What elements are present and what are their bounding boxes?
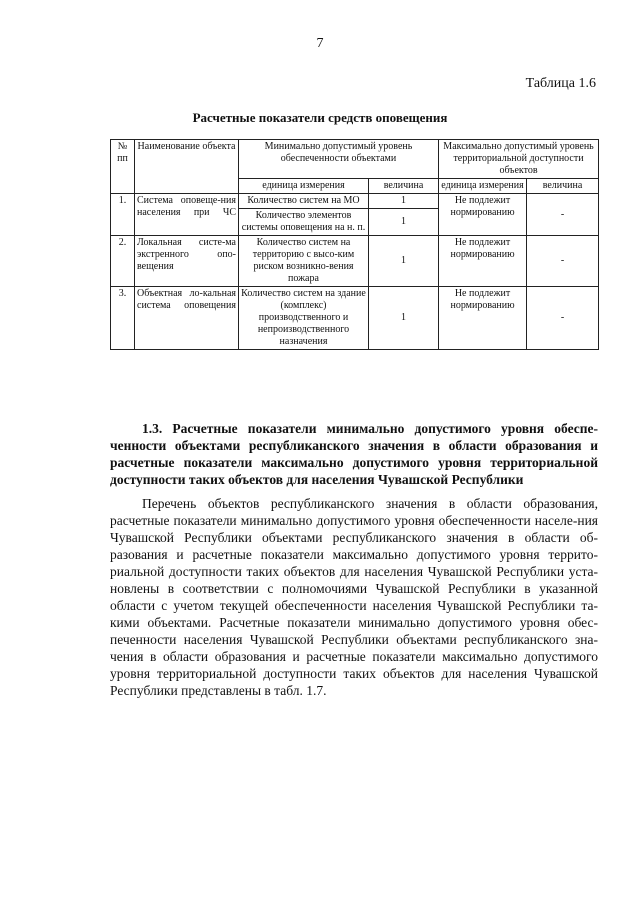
body-paragraph: Перечень объектов республиканского значения в области образования, расчетные показатели минимально допустимого уровня обеспеченности населе-ния Чувашской Республики объектами республиканского значения в области об-разования и расчетные показатели максимально допустимого уровня террито-риальной доступности таких объектов для населения Чувашской Республики уста-новлены в соответствии с полномочиями Чувашской Республики в указанной области с учетом текущей обеспеченности населения Чувашской Республики та-кими объектами. Расчетные показатели минимально допустимого уровня обес-печенности населения Чувашской Республики объектами республиканского зна-чения в области образования и расчетные показатели максимально допустимого уровня территориальной доступности таких объектов для населения Чувашской Республики представлены в табл. 1.7.	[110, 496, 598, 698]
row-num: 2.	[111, 236, 135, 287]
row-max-unit: Не подлежит нормированию	[439, 236, 527, 287]
table-row	[111, 236, 599, 287]
header-max-level: Максимально допустимый уровень территориальной доступности объектов	[439, 140, 599, 179]
row-num: 1.	[111, 194, 135, 236]
alert-means-table	[110, 139, 599, 350]
table-row	[111, 194, 599, 209]
header-min-value: величина	[369, 179, 439, 194]
row-name: Объектная ло-кальная система оповещения	[135, 287, 239, 350]
row-unit: Количество систем на МО	[239, 194, 369, 209]
row-num: 3.	[111, 287, 135, 350]
header-min-level: Минимально допустимый уровень обеспеченности объектами	[239, 140, 439, 179]
table-header-row	[111, 140, 599, 179]
row-unit: Количество систем на территорию с высо-ким риском возникно-вения пожара	[239, 236, 369, 287]
row-max-value: -	[527, 236, 599, 287]
row-value: 1	[369, 209, 439, 236]
row-name: Локальная систе-ма экстренного опо-вещения	[135, 236, 239, 287]
page-number: 7	[316, 36, 324, 51]
header-num: № пп	[111, 140, 135, 194]
header-max-value: величина	[527, 179, 599, 194]
section-heading: 1.3. Расчетные показатели минимально допустимого уровня обеспе-ченности объектами республиканского значения в области образования и расчетные показатели максимально допустимого уровня территориальной доступности таких объектов для населения Чувашской Республики	[110, 421, 598, 487]
row-max-unit: Не подлежит нормированию	[439, 194, 527, 236]
row-unit: Количество элементов системы оповещения на н. п.	[239, 209, 369, 236]
row-max-value: -	[527, 287, 599, 350]
row-value: 1	[369, 287, 439, 350]
table-row	[111, 287, 599, 350]
header-min-unit: единица измерения	[239, 179, 369, 194]
header-name: Наименование объекта	[135, 140, 239, 194]
row-max-unit: Не подлежит нормированию	[439, 287, 527, 350]
table-title: Расчетные показатели средств оповещения	[192, 110, 448, 125]
row-unit: Количество систем на здание (комплекс) производственного и непроизводственного назначения	[239, 287, 369, 350]
row-value: 1	[369, 236, 439, 287]
row-name: Система оповеще-ния населения при ЧС	[135, 194, 239, 236]
row-max-value: -	[527, 194, 599, 236]
header-max-unit: единица измерения	[439, 179, 527, 194]
row-value: 1	[369, 194, 439, 209]
table-label: Таблица 1.6	[525, 76, 596, 91]
